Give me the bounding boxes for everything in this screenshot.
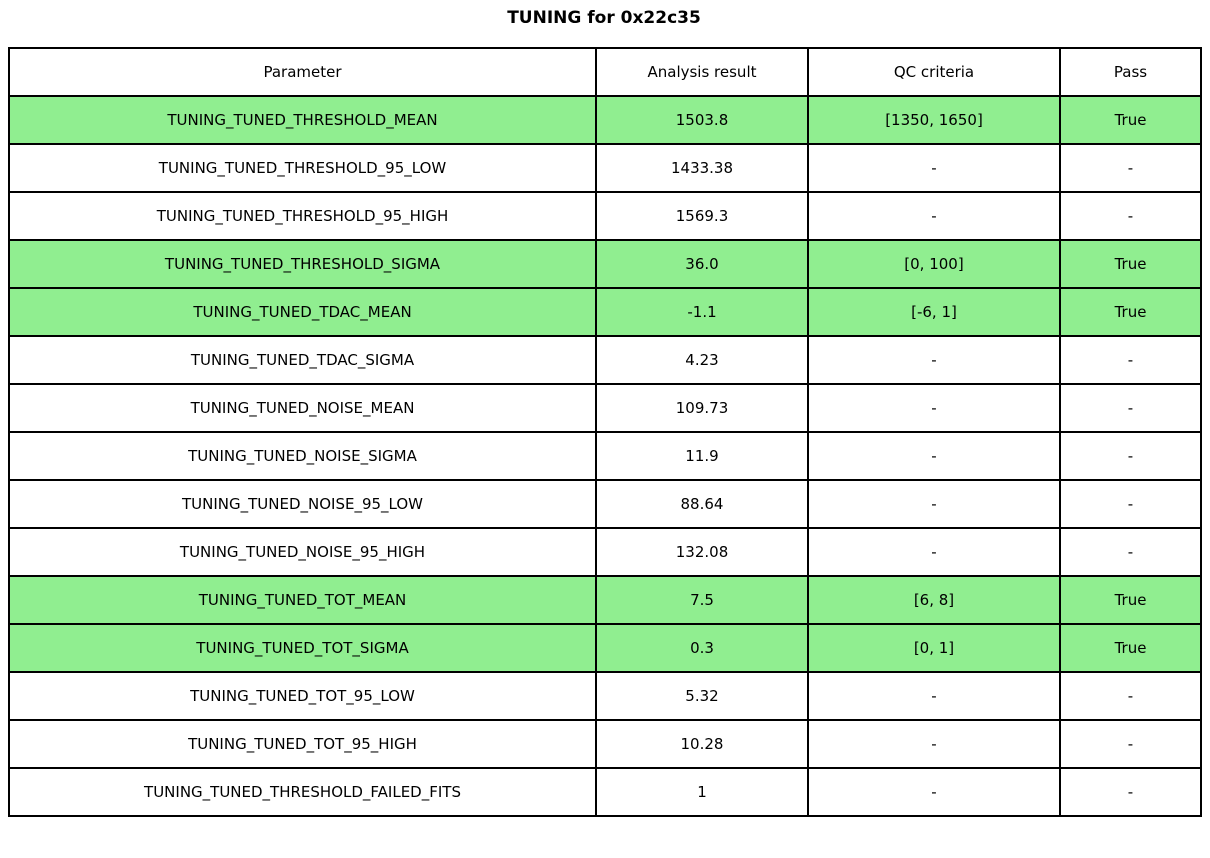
table-row [9, 528, 1201, 576]
cell-pass: True [1060, 240, 1201, 288]
cell-parameter: TUNING_TUNED_TDAC_SIGMA [9, 336, 596, 384]
cell-pass: - [1060, 336, 1201, 384]
cell-analysis-result: 7.5 [596, 576, 808, 624]
cell-parameter: TUNING_TUNED_TDAC_MEAN [9, 288, 596, 336]
cell-analysis-result: -1.1 [596, 288, 808, 336]
cell-analysis-result: 1433.38 [596, 144, 808, 192]
cell-pass: True [1060, 96, 1201, 144]
cell-analysis-result: 10.28 [596, 720, 808, 768]
column-header-analysis-result: Analysis result [596, 48, 808, 96]
cell-parameter: TUNING_TUNED_TOT_MEAN [9, 576, 596, 624]
table-row [9, 192, 1201, 240]
table-row [9, 240, 1201, 288]
cell-analysis-result: 1503.8 [596, 96, 808, 144]
cell-pass: - [1060, 672, 1201, 720]
header-row [9, 48, 1201, 96]
cell-pass: True [1060, 576, 1201, 624]
cell-pass: - [1060, 720, 1201, 768]
column-header-pass: Pass [1060, 48, 1201, 96]
cell-parameter: TUNING_TUNED_THRESHOLD_95_LOW [9, 144, 596, 192]
cell-qc-criteria: [-6, 1] [808, 288, 1060, 336]
cell-pass: - [1060, 768, 1201, 816]
cell-analysis-result: 88.64 [596, 480, 808, 528]
table-row [9, 576, 1201, 624]
cell-parameter: TUNING_TUNED_NOISE_95_LOW [9, 480, 596, 528]
cell-qc-criteria: - [808, 480, 1060, 528]
cell-pass: - [1060, 384, 1201, 432]
cell-parameter: TUNING_TUNED_NOISE_MEAN [9, 384, 596, 432]
cell-qc-criteria: - [808, 672, 1060, 720]
cell-parameter: TUNING_TUNED_TOT_95_HIGH [9, 720, 596, 768]
cell-qc-criteria: - [808, 720, 1060, 768]
cell-analysis-result: 36.0 [596, 240, 808, 288]
cell-qc-criteria: - [808, 768, 1060, 816]
cell-qc-criteria: [6, 8] [808, 576, 1060, 624]
cell-pass: - [1060, 528, 1201, 576]
cell-analysis-result: 5.32 [596, 672, 808, 720]
table-row [9, 336, 1201, 384]
table-row [9, 672, 1201, 720]
cell-analysis-result: 1 [596, 768, 808, 816]
cell-parameter: TUNING_TUNED_TOT_95_LOW [9, 672, 596, 720]
table-row [9, 384, 1201, 432]
table-row [9, 288, 1201, 336]
table-row [9, 624, 1201, 672]
cell-parameter: TUNING_TUNED_NOISE_95_HIGH [9, 528, 596, 576]
table-row [9, 768, 1201, 816]
cell-pass: True [1060, 624, 1201, 672]
table-row [9, 432, 1201, 480]
cell-parameter: TUNING_TUNED_THRESHOLD_MEAN [9, 96, 596, 144]
cell-analysis-result: 132.08 [596, 528, 808, 576]
cell-pass: - [1060, 480, 1201, 528]
cell-pass: - [1060, 432, 1201, 480]
qc-table [8, 47, 1202, 817]
cell-qc-criteria: - [808, 144, 1060, 192]
cell-qc-criteria: [0, 1] [808, 624, 1060, 672]
table-row [9, 96, 1201, 144]
cell-analysis-result: 1569.3 [596, 192, 808, 240]
table-row [9, 720, 1201, 768]
cell-qc-criteria: - [808, 192, 1060, 240]
cell-parameter: TUNING_TUNED_THRESHOLD_FAILED_FITS [9, 768, 596, 816]
table-row [9, 144, 1201, 192]
table-body [9, 96, 1201, 816]
cell-parameter: TUNING_TUNED_TOT_SIGMA [9, 624, 596, 672]
cell-parameter: TUNING_TUNED_THRESHOLD_SIGMA [9, 240, 596, 288]
page-title: TUNING for 0x22c35 [507, 8, 701, 28]
cell-qc-criteria: - [808, 336, 1060, 384]
cell-parameter: TUNING_TUNED_THRESHOLD_95_HIGH [9, 192, 596, 240]
cell-pass: True [1060, 288, 1201, 336]
cell-qc-criteria: - [808, 528, 1060, 576]
cell-pass: - [1060, 144, 1201, 192]
cell-qc-criteria: - [808, 384, 1060, 432]
cell-analysis-result: 0.3 [596, 624, 808, 672]
cell-qc-criteria: - [808, 432, 1060, 480]
cell-analysis-result: 109.73 [596, 384, 808, 432]
cell-pass: - [1060, 192, 1201, 240]
cell-parameter: TUNING_TUNED_NOISE_SIGMA [9, 432, 596, 480]
cell-qc-criteria: [0, 100] [808, 240, 1060, 288]
cell-analysis-result: 11.9 [596, 432, 808, 480]
cell-qc-criteria: [1350, 1650] [808, 96, 1060, 144]
table-row [9, 480, 1201, 528]
column-header-parameter: Parameter [9, 48, 596, 96]
cell-analysis-result: 4.23 [596, 336, 808, 384]
column-header-qc-criteria: QC criteria [808, 48, 1060, 96]
